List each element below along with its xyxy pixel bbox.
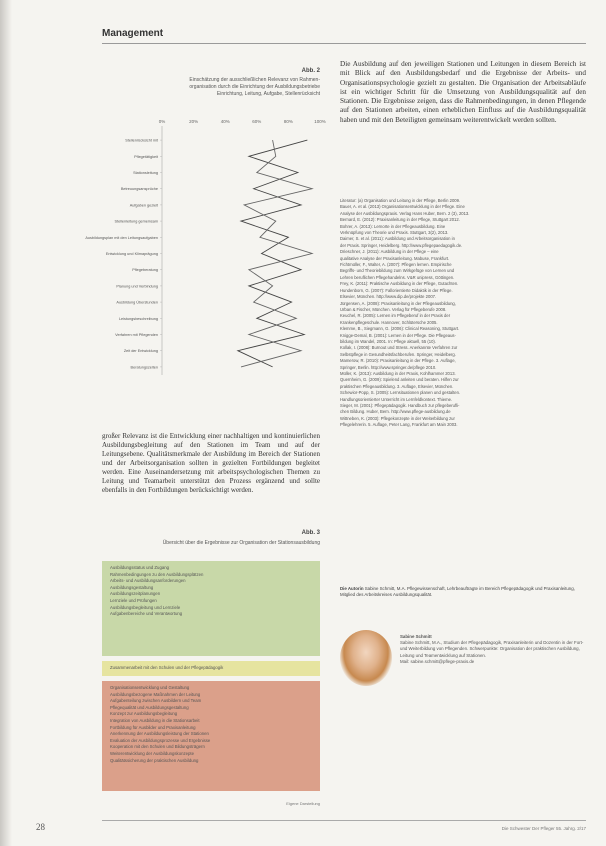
reference-line: Fichtmüller, F., Walter, A. (2007): Pflegen lernen. Empirische <box>340 262 452 268</box>
reference-line: Klemme, B., Siegmann, G. (2006): Clinical Reasoning, Stuttgart. <box>340 326 460 332</box>
y-category-label: Leistungsbeschreibung <box>118 316 158 321</box>
left-column-paragraph: großer Relevanz ist die Entwicklung einer nachhaltigen und kontinuierlichen Ausbildungsbegleitung auf den Stationen im Team und auf der Leitungsebene. Qualitätsmerkmale der Ausbildung im Bereich der Stationen und der Arbeitsorganisation sollten in gezielten Fortbildungen begleitet werden. Eine Auseinandersetzung mit arbeitspsychologischen Themen zu Leitung und Teamarbeit unterstützt den Prozess ergänzend und sollte ebenfalls in den Fortbildungen berücksichtigt werden. <box>102 432 320 494</box>
reference-list <box>340 198 586 429</box>
figure-2-caption-line: Einschätzung der ausschließlichen Relevanz von Rahmen- <box>189 77 320 83</box>
reference-line: Krankenpflegeschule. Hannover, Schlütersche 2005. <box>340 319 438 325</box>
reference-line: der Praxis. Springer, Heidelberg. http://www.pflegepaedagogik.de. <box>340 242 463 248</box>
y-category-label: Entwicklung und Klimaprägung <box>105 252 158 256</box>
green-box-item: Ausbildungsstatus und Zugang <box>110 565 170 570</box>
figure-2-caption-line: organisation durch die Einrichtung der Ausbildungsbetriebe <box>189 84 320 90</box>
reference-line: Müller, K. (2013): Ausbildung in der Praxis, Kohlhammer 2013. <box>340 370 456 376</box>
author-bio-block <box>400 634 586 665</box>
y-category-label: Aufgaben gezielt <box>129 203 158 208</box>
x-tick-label: 0% <box>158 119 166 124</box>
reference-line: Urban & Fischer, München. Verlag für Pflegeberufe 2008. <box>340 306 447 312</box>
reference-line: Quernheim, G. (2009): Spielend anleiten und beraten. Hilfen zur <box>340 377 459 383</box>
x-tick-label: 20% <box>189 119 199 124</box>
red-box-item: Organisationsentwicklung und Gestaltung <box>110 685 190 690</box>
red-box-item: Pflegequalität und Ausbildungsgestaltung <box>110 704 189 710</box>
series-line-1 <box>238 140 308 367</box>
reference-line: bildung im Wandel, 2001. In: Pflege aktuell, 55 (10). <box>340 338 436 344</box>
y-category-label: Pflegeberatung <box>132 268 158 273</box>
reference-line: Literatur: (a) Organisation und Leitung in der Pflege, Berlin 2009. <box>340 198 461 203</box>
red-box-item: Fortbildung für Ausbilder und Praxisanleitung <box>110 724 196 730</box>
reference-line: chen Bildung. Huber, Bern. http://www.pflege-ausbildung.de <box>340 409 451 415</box>
y-category-label: Betreuungsansprüche <box>120 187 158 192</box>
reference-line: Handlungsorientierter Unterricht im Lernfeldkontext. Thieme. <box>340 396 453 402</box>
y-category-label: Zeit der Entwicklung <box>123 349 158 354</box>
series-line-2 <box>241 140 312 367</box>
x-tick-label: 80% <box>283 119 293 124</box>
reference-line: Elsevier, München. http://www.dip.de/projekte 2007. <box>340 294 437 300</box>
reference-line: Lehren beruflichen Pflegehandelns. V&R unipress, Göttingen. <box>340 274 455 280</box>
header-rule <box>102 43 586 44</box>
section-header: Management <box>102 28 164 39</box>
y-category-label: Ausbildungsplan mit den Leitungsaufgaben <box>85 235 158 240</box>
red-box-item: Kooperation mit den Schulen und Bildungsträgern <box>110 744 205 750</box>
figure-3-yellow-box <box>102 661 320 676</box>
reference-line: qualitative Analyse der Praxisanleitung. Mabuse, Frankfurt. <box>340 255 450 261</box>
reference-line: Hundenborn, G. (2007): Fallorientierte Didaktik in der Pflege. <box>340 287 453 293</box>
figure-3-label: Abb. 3 <box>301 530 320 536</box>
red-box-item: Anerkennung der Ausbildungsleistung der Stationen <box>110 731 209 737</box>
green-box-item: Ausbildungsbegleitung und Lernziele <box>110 604 181 610</box>
green-box-item: Aufgabenbereiche und Verantwortung <box>110 611 183 617</box>
line-chart-svg <box>85 114 326 384</box>
author-email: Mail: sabine.schmitt@pflege-praxis.de <box>400 658 475 664</box>
reference-line: Drieschner, J. (2011): Ausbildung in der Pflege – eine <box>340 249 439 255</box>
author-heading: Die Autorin <box>340 586 364 591</box>
figure-3-caption: Übersicht über die Ergebnisse zur Organisation der Stationsausbildung <box>162 540 320 546</box>
author-bio: Sabine Schmitt, M.A., Studium der Pflegepädagogik, Praxisanleiterin und Dozentin in der Fort- und Weiterbildung von Pflegenden. Schwerpunkte: Organisation der praktischen Ausbildung, Leitung und Teamentwicklung auf Stationen. <box>400 640 584 658</box>
red-box-item: Evaluation der Ausbildungsprozesse und Ergebnisse <box>110 737 211 743</box>
page-binding-shadow <box>0 0 12 846</box>
reference-line: Schewior-Popp, S. (2005): Lernsituationen planen und gestalten. <box>340 390 461 396</box>
red-box-item: Integration von Ausbildung in die Stationsarbeit <box>110 717 200 723</box>
figure-3-source: Eigene Darstellung <box>286 801 320 806</box>
journal-footer: Die Schwester Der Pfleger 55. Jahrg. 2/17 <box>501 826 586 831</box>
right-column-paragraph: Die Ausbildung auf den jeweiligen Stationen und Leitungen in diesem Bereich ist mit Blick auf den Ausbildungsbedarf und die Ergebnisse der Arbeits- und Organisationspsychologie gezielt zu gestalten. Die Organisation der Arbeitsabläufe ist ein wichtiger Schritt für die Umsetzung von Ausbildungsqualität auf den Stationen. Die Ergebnisse zeigen, dass die Rahmenbedingungen, in denen Pflegende auf den Stationen arbeiten, einen erheblichen Einfluss auf die Ausbildungsqualität haben und mit den Beteiligten gemeinsam weiterentwickelt werden sollten. <box>340 60 586 124</box>
reference-line: Bernard, E. (2012): Praxisanleitung in der Pflege, Stuttgart 2012. <box>340 217 460 223</box>
green-box-item: Lernziele und Prüfungen <box>110 597 157 603</box>
reference-line: Jürgensen, A. (2008): Praxisanleitung in der Pflegeausbildung, <box>340 300 456 306</box>
reference-line: Bohrer, A. (2013): Lernorte in der Pflegeausbildung. Eine <box>340 223 446 229</box>
reference-line: Keuchel, R. (2005): Lernen im Pflegeberuf in der Praxis der <box>340 313 451 319</box>
figure-3-green-box <box>102 561 320 656</box>
figure-2-chart <box>85 114 326 384</box>
green-box-item: Ausbildungszeitplanungen <box>110 591 161 597</box>
author-intro: Sabine Schmitt, M.A. Pflegewissenschaft, Lehrbeauftragte im Bereich Pflegepädagogik und Praxisanleitung, Mitglied des Arbeitskreises Ausbildungsqualität. <box>340 586 575 598</box>
y-category-label: Stellenrücksicht mit <box>125 138 158 143</box>
y-category-label: Stellenleitung gemeinsam <box>114 219 158 224</box>
y-category-label: Ausbildung Überstunden <box>116 300 158 305</box>
reference-line: Daimer, S. et al. (2011): Ausbildung und Arbeitsorganisation in <box>340 236 455 242</box>
green-box-item: Rahmenbedingungen zu den Ausbildungsplätzen <box>110 571 204 577</box>
red-box-item: Weiterentwicklung der Ausbildungskonzepte <box>110 750 194 756</box>
red-box-item: Konzept zur Ausbildungsbegleitung <box>110 711 178 717</box>
reference-line: Sieger, M. (2001): Pflegepädagogik. Handbuch zur pflegeberufli- <box>340 403 460 408</box>
y-category-label: Stationsleitung <box>133 171 158 175</box>
x-tick-label: 40% <box>220 119 230 124</box>
red-box-item: Ausbildungsbezogene Maßnahmen der Leitung <box>110 691 201 697</box>
author-box <box>340 586 586 598</box>
reference-line: Kollak, I. (2008): Burnout und Stress. Anerkannte Verfahren zur <box>340 345 458 351</box>
author-name: Sabine Schmitt <box>400 634 432 639</box>
reference-line: Mamerow, R. (2010): Praxisanleitung in der Pflege. 3. Auflage, <box>340 358 456 364</box>
figure-2-caption <box>100 77 320 98</box>
reference-line: Verknüpfung von Theorie und Praxis. Stuttgart, 3(2), 2013. <box>340 230 449 236</box>
reference-line: Bauer, A. et al. (2013) Organisationsentwicklung in der Pflege. Eine <box>340 204 465 210</box>
page-number: 28 <box>36 822 45 832</box>
reference-line: Frey, K. (2011): Praktische Ausbildung in der Pflege, Gutachten. <box>340 281 459 287</box>
reference-line: Selbstpflege in Gesundheitsfachberufen. Springer, Heidelberg. <box>340 351 456 357</box>
reference-line: Knigge-Demal, B. (2001): Lernen in der Pflege. Die Pflegeaus- <box>340 332 456 338</box>
green-box-item: Arbeits- und Ausbildungsanforderungen <box>110 578 186 584</box>
x-tick-label: 100% <box>314 119 326 124</box>
x-tick-label: 60% <box>252 119 262 124</box>
y-category-label: Beratungszeiten <box>130 365 158 370</box>
y-category-label: Planung und Verbindung <box>116 284 158 289</box>
red-box-item: Qualitätssicherung der praktischen Ausbildung <box>110 757 199 763</box>
figure-2-label: Abb. 2 <box>301 68 320 74</box>
figure-2-caption-line: Einrichtung, Leitung, Aufgabe, Stellenrücksicht <box>216 91 320 97</box>
y-category-label: Verfahren mit Pflegenden <box>115 333 158 337</box>
red-box-item: Aufgabenteilung zwischen Ausbildern und Team <box>110 698 202 704</box>
y-category-label: Pflegetätigkeit <box>134 154 158 159</box>
reference-line: Pflegelehrerin. 5. Auflage, Peter Lang, Frankfurt am Main 2003. <box>340 422 458 428</box>
reference-line: Begriffs- und Theoriebildung zum Wirkgefüge von Lernen und <box>340 268 455 274</box>
figure-3-red-box <box>102 681 320 791</box>
reference-line: praktischen Pflegeausbildung. 3. Auflage, Elsevier, München. <box>340 383 454 389</box>
green-box-item: Ausbildungsgestaltung <box>110 584 154 590</box>
reference-line: Analyse der Ausbildungspraxis. Verlag Hans Huber, Bern. 2 (3), 2013. <box>340 210 470 216</box>
reference-line: Springer, Berlin. http://www.springer.de/pflege 2010. <box>340 364 437 370</box>
author-photo <box>340 630 392 686</box>
yellow-box-item: Zusammenarbeit mit den Schulen und der Pflegepädagogik <box>110 665 224 670</box>
footer-rule <box>102 820 586 821</box>
reference-line: Wittneben, K. (2003): Pflegekonzepte in der Weiterbildung zur <box>340 415 455 421</box>
